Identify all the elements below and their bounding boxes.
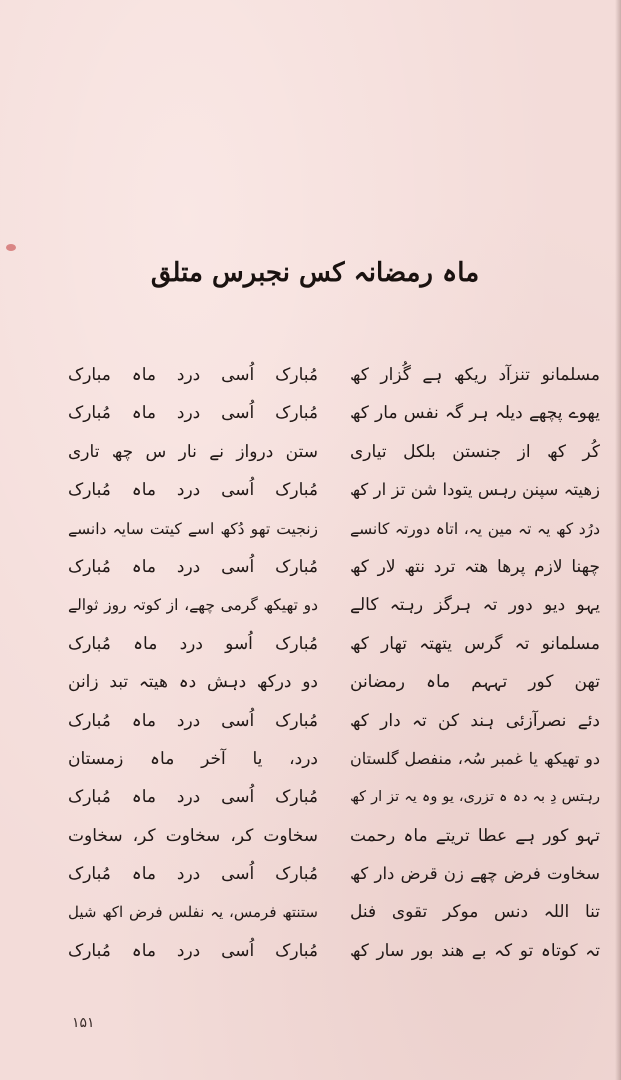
verse-line: تہ کوتاہ تو کہ بے ھند بور سار کھ [350,940,600,961]
refrain-line: مُبارک اُسو درد ماہ مُبارک [68,633,318,654]
refrain-line: مُبارک اُسی درد ماہ مُبارک [68,556,318,577]
verse-line: دئے نصرآزئی ہند کن تہ دار کھ [350,710,600,731]
refrain-line: ستن درواز نے نار س چھ تاری [68,441,318,462]
refrain-line: دو تھیکھ گرمی چھے، از کوتہ روز ثوالے [68,596,318,615]
refrain-line: مُبارک اُسی درد ماہ مُبارک [68,940,318,961]
verse-line: دو تھیکھ یا غمبر سُہ، منفصل گلستان [350,748,600,768]
poem-title: ماہ رمضانہ کس نجبرس متلق [150,258,480,289]
verse-line: تہو کور ہے عطا تریتے ماہ رحمت [350,825,600,846]
page-number: ۱۵۱ [72,1015,95,1031]
verse-line: یھوے پچھے دیلہ ہر گہ نفس مار کھ [350,403,600,424]
verse-line: زھیتہ سپنن رہس یتودا شن تز ار کھ [350,480,600,500]
refrain-line: مُبارک اُسی درد ماہ مُبارک [68,480,318,501]
refrain-line: ستنتھ فرمس، یہ نفلس فرض اکھ شیل [68,903,318,922]
refrain-line: مُبارک اُسی درد ماہ مُبارک [68,864,318,885]
refrain-line: دو درکھ دہش دہ ھیتہ تبد زانن [68,672,318,693]
ink-spot [6,244,16,251]
refrain-line: مُبارک اُسی درد ماہ مُبارک [68,403,318,424]
verse-line: یہو دیو دور تہ ہرگز رہتہ کالے [350,595,600,616]
verse-line: مسلمانو تنزآد ریکھ ہے گُزار کھ [350,365,600,385]
verse-line: تنا اللہ دنس موکر تقوی فنل [350,902,600,923]
refrain-line: مُبارک اُسی درد ماہ مُبارک [68,710,318,731]
verse-line: کُر کھ از جنستن بلکل تیاری [350,441,600,462]
verse-line: تھن کور تہہم ماہ رمضانن [350,672,600,693]
refrain-line: مُبارک اُسی درد ماہ مُبارک [68,787,318,808]
right-column [350,356,600,970]
verse-line: درُد کھ یہ تہ مین یہ، اتاہ دورتہ کانسے [350,519,600,538]
page-edge-shadow [615,0,621,1080]
refrain-line: درد، یا آخر ماہ زمستان [68,748,318,769]
verse-line: مسلمانو تہ گرس یتھتہ تھار کھ [350,633,600,654]
refrain-line: مُبارک اُسی درد ماہ مبارک [68,365,318,385]
refrain-line: سخاوت کر، سخاوت کر، سخاوت [68,825,318,846]
verse-line: سخاوت فرض چھے زن قرض دار کھ [350,864,600,884]
refrain-line: زنجیت تھو دُکھ اسے کیتت سایہ دانسے [68,519,318,538]
verse-line: چھنا لازم پرھا ھتہ ترد نتھ لار کھ [350,556,600,577]
verse-line: رہتس دِ بہ دہ ہ تزری، یو وہ یہ تز ار کھ [350,789,600,806]
left-column [68,356,318,970]
